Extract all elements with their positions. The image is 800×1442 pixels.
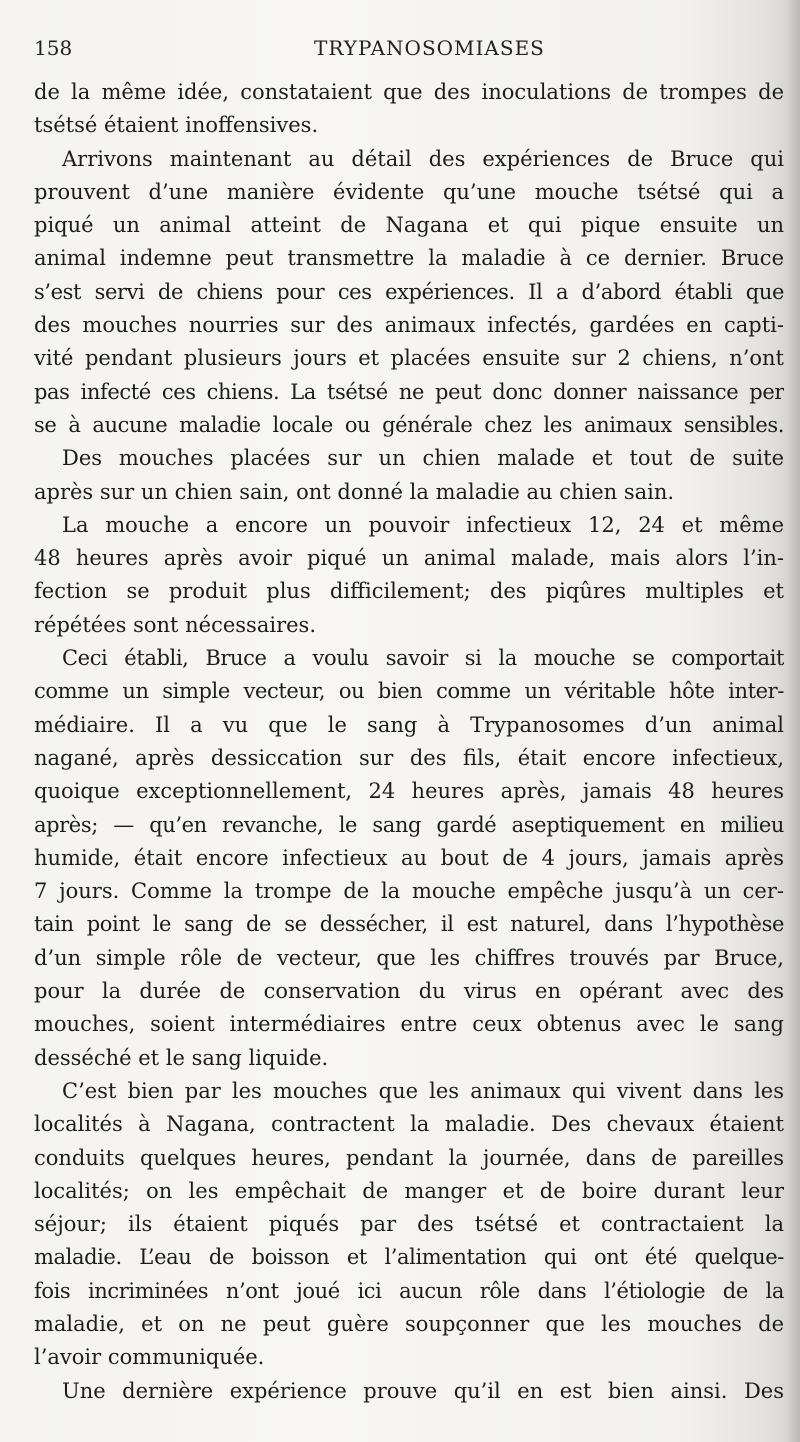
text-line: mouches, soient intermédiaires entre ceux obtenus avec le sang bbox=[34, 1012, 784, 1037]
text-line: de la même idée, constataient que des inoculations de trompes de bbox=[34, 80, 784, 104]
text-line: Une dernière expérience prouve qu’il en est bien ainsi. Des bbox=[62, 1378, 784, 1403]
text-line: maladie. L’eau de boisson et l’alimentation qui ont été quelque- bbox=[34, 1245, 784, 1270]
text-line: Des mouches placées sur un chien malade et tout de suite bbox=[62, 446, 784, 471]
text-line: Ceci établi, Bruce a voulu savoir si la mouche se comportait bbox=[62, 646, 784, 671]
text-line: 7 jours. Comme la trompe de la mouche empêche jusqu’à un cer- bbox=[34, 879, 784, 904]
text-line: piqué un animal atteint de Nagana et qui pique ensuite un bbox=[34, 213, 784, 238]
text-line: tsétsé étaient inoffensives. bbox=[34, 113, 319, 138]
text-line: après; — qu’en revanche, le sang gardé aseptiquement en milieu bbox=[34, 812, 784, 837]
text-line: humide, était encore infectieux au bout de 4 jours, jamais après bbox=[34, 845, 784, 870]
text-line: fois incriminées n’ont joué ici aucun rôle dans l’étiologie de la bbox=[34, 1278, 784, 1303]
text-line: d’un simple rôle de vecteur, que les chiffres trouvés par Bruce, bbox=[34, 945, 784, 970]
text-line: localités à Nagana, contractent la maladie. Des chevaux étaient bbox=[34, 1112, 784, 1137]
text-line: tain point le sang de se dessécher, il est naturel, dans l’hypothèse bbox=[34, 912, 784, 937]
text-line: maladie, et on ne peut guère soupçonner que les mouches de bbox=[34, 1311, 784, 1336]
text-line: localités; on les empêchait de manger et de boire durant leur bbox=[34, 1178, 784, 1203]
text-line: pour la durée de conservation du virus en opérant avec des bbox=[34, 979, 784, 1004]
text-line: pas infecté ces chiens. La tsétsé ne peut donc donner naissance per bbox=[34, 379, 784, 404]
text-line: comme un simple vecteur, ou bien comme un véritable hôte inter- bbox=[34, 679, 784, 704]
text-line: vité pendant plusieurs jours et placées ensuite sur 2 chiens, n’ont bbox=[34, 346, 784, 371]
text-line: Arrivons maintenant au détail des expériences de Bruce qui bbox=[62, 146, 784, 171]
page-number: 158 bbox=[34, 36, 73, 60]
text-line: séjour; ils étaient piqués par des tsétsé et contractaient la bbox=[34, 1212, 784, 1237]
text-line: La mouche a encore un pouvoir infectieux 12, 24 et même bbox=[62, 512, 784, 537]
text-line: répétées sont nécessaires. bbox=[34, 612, 316, 637]
text-line: animal indemne peut transmettre la maladie à ce dernier. Bruce bbox=[34, 246, 784, 271]
text-line: s’est servi de chiens pour ces expériences. Il a d’abord établi que bbox=[34, 279, 784, 304]
text-line: conduits quelques heures, pendant la journée, dans de pareilles bbox=[34, 1145, 784, 1170]
text-line: des mouches nourries sur des animaux infectés, gardées en capti- bbox=[34, 313, 784, 338]
page-edge-shadow bbox=[786, 0, 800, 1442]
text-line: médiaire. Il a vu que le sang à Trypanosomes d’un animal bbox=[34, 712, 784, 737]
body-text bbox=[34, 76, 784, 1408]
text-line: desséché et le sang liquide. bbox=[34, 1045, 329, 1070]
text-line: quoique exceptionnellement, 24 heures après, jamais 48 heures bbox=[34, 779, 784, 804]
text-line: fection se produit plus difficilement; des piqûres multiples et bbox=[34, 579, 784, 604]
page-header bbox=[34, 36, 774, 66]
text-line: l’avoir communiquée. bbox=[34, 1345, 265, 1370]
text-line: après sur un chien sain, ont donné la maladie au chien sain. bbox=[34, 479, 675, 504]
text-line: se à aucune maladie locale ou générale chez les animaux sensibles. bbox=[34, 412, 784, 437]
text-line: C’est bien par les mouches que les animaux qui vivent dans les bbox=[62, 1078, 784, 1103]
text-line: 48 heures après avoir piqué un animal malade, mais alors l’in- bbox=[34, 546, 784, 571]
text-line: prouvent d’une manière évidente qu’une mouche tsétsé qui a bbox=[34, 179, 784, 204]
text-line: nagané, après dessiccation sur des fils, était encore infectieux, bbox=[34, 745, 784, 770]
running-title: TRYPANOSOMIASES bbox=[314, 36, 545, 60]
